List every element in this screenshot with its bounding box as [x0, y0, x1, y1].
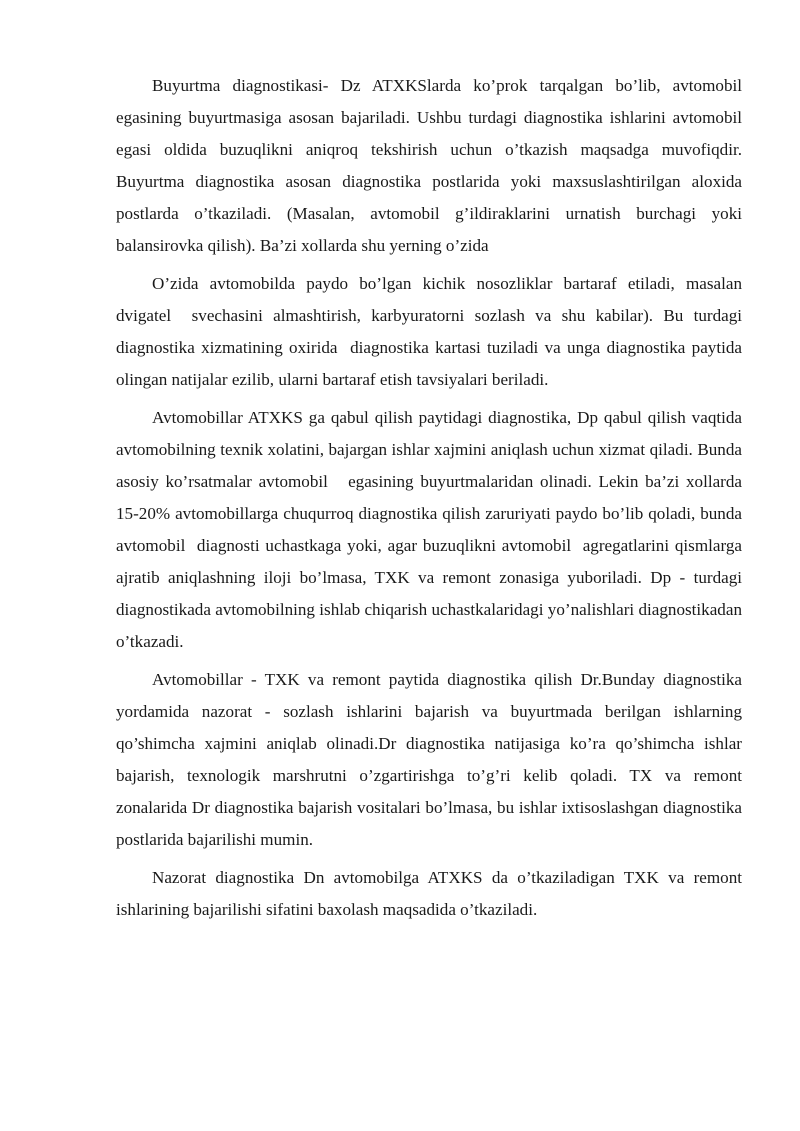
paragraph-3: Avtomobillar ATXKS ga qabul qilish paytidagi diagnostika, Dp qabul qilish vaqtida avtomobilning texnik xolatini, bajargan ishlar xajmini aniqlash uchun xizmat qiladi. Bunda asosiy ko’rsatmalar avtomobil egasining buyurtmalaridan olinadi. Lekin ba’zi xollarda 15-20% avtomobillarga chuqurroq diagnostika qilish zaruriyati paydo bo’lib qoladi, bunda avtomobil diagnosti uchastkaga yoki, agar buzuqlikni avtomobil agregatlarini qismlarga ajratib aniqlashning iloji bo’lmasa, TXK va remont zonasiga yuboriladi. Dp - turdagi diagnostikada avtomobilning ishlab chiqarish uchastkalaridagi yo’nalishlari diagnostikadan o’tkazadi. [116, 408, 747, 651]
document-page [116, 70, 751, 932]
paragraph-1: Buyurtma diagnostikasi- Dz ATXKSlarda ko’prok tarqalgan bo’lib, avtomobil egasining buyurtmasiga asosan bajariladi. Ushbu turdagi diagnostika ishlarini avtomobil egasi oldida buzuqlikni aniqroq tekshirish uchun o’tkazish maqsadga muvofiqdir. Buyurtma diagnostika asosan diagnostika postlarida yoki maxsuslashtirilgan aloxida postlarda o’tkaziladi. (Masalan, avtomobil g’ildiraklarini urnatish burchagi yoki balansirovka qilish). Ba’zi xollarda shu yerning o’zida [116, 76, 751, 255]
paragraph-5: Nazorat diagnostika Dn avtomobilga ATXKS da o’tkaziladigan TXK va remont ishlarining bajarilishi sifatini baxolash maqsadida o’tkaziladi. [116, 868, 747, 919]
paragraph-2: O’zida avtomobilda paydo bo’lgan kichik nosozliklar bartaraf etiladi, masalan dvigatel svechasini almashtirish, karbyuratorni sozlash va shu kabilar). Bu turdagi diagnostika xizmatining oxirida diagnostika kartasi tuziladi va unga diagnostika paytida olingan natijalar ezilib, ularni bartaraf etish tavsiyalari beriladi. [116, 274, 747, 389]
paragraph-4: Avtomobillar - TXK va remont paytida diagnostika qilish Dr.Bunday diagnostika yordamida nazorat - sozlash ishlarini bajarish va buyurtmada berilgan ishlarning qo’shimcha xajmini aniqlab olinadi.Dr diagnostika natijasiga ko’ra qo’shimcha ishlar bajarish, texnologik marshrutni o’zgartirishga to’g’ri kelib qoladi. TX va remont zonalarida Dr diagnostika bajarish vositalari bo’lmasa, bu ishlar ixtisoslashgan diagnostika postlarida bajarilishi mumin. [116, 670, 747, 849]
